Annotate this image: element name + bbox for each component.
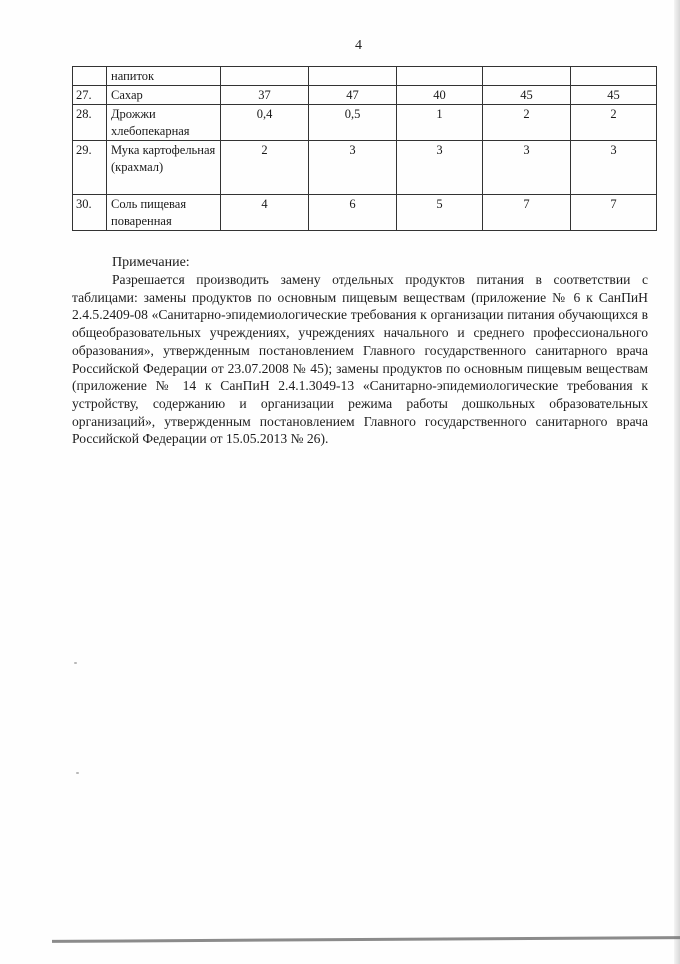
value-cell: 5 [397, 195, 483, 231]
value-cell: 40 [397, 86, 483, 105]
row-number: 29. [73, 141, 107, 195]
table-row [73, 67, 657, 86]
value-cell [483, 67, 571, 86]
value-cell: 3 [483, 141, 571, 195]
value-cell: 3 [397, 141, 483, 195]
value-cell: 6 [309, 195, 397, 231]
value-cell: 0,5 [309, 105, 397, 141]
value-cell [397, 67, 483, 86]
value-cell [571, 67, 657, 86]
note-title: Примечание: [112, 255, 190, 270]
row-number: 27. [73, 86, 107, 105]
value-cell: 45 [571, 86, 657, 105]
value-cell: 37 [221, 86, 309, 105]
value-cell: 4 [221, 195, 309, 231]
value-cell: 45 [483, 86, 571, 105]
value-cell: 0,4 [221, 105, 309, 141]
value-cell: 7 [483, 195, 571, 231]
product-name: напиток [107, 67, 221, 86]
product-name: Мука картофельная (крахмал) [107, 141, 221, 195]
page-number: 4 [355, 38, 362, 53]
row-number: 28. [73, 105, 107, 141]
product-name: Сахар [107, 86, 221, 105]
value-cell: 1 [397, 105, 483, 141]
value-cell: 47 [309, 86, 397, 105]
value-cell: 2 [483, 105, 571, 141]
value-cell [309, 67, 397, 86]
scan-bottom-line [52, 936, 680, 943]
row-number [73, 67, 107, 86]
value-cell: 7 [571, 195, 657, 231]
table-row [73, 141, 657, 195]
product-name: Дрожжи хлебопекарная [107, 105, 221, 141]
table-row [73, 195, 657, 231]
table-row [73, 86, 657, 105]
value-cell: 2 [571, 105, 657, 141]
products-table [72, 66, 657, 231]
table-row [73, 105, 657, 141]
scan-speck [76, 772, 79, 774]
scan-speck [74, 662, 77, 664]
page-edge-shadow [674, 0, 680, 964]
value-cell: 3 [571, 141, 657, 195]
note-paragraph: Разрешается производить замену отдельных продуктов питания в соответствии с таблицами: замены продуктов по основным пищевым веществам (приложение № 6 к СанПиН 2.4.5.2409-08 «Санитарно-эпидемиологические требования к организации питания обучающихся в общеобразовательных учреждениях, учреждениях начального и среднего профессионального образования», утвержденным постановлением Главного государственного санитарного врача Российской Федерации от 23.07.2008 № 45); замены продуктов по основным пищевым веществам (приложение № 14 к СанПиН 2.4.1.3049-13 «Санитарно-эпидемиологические требования к устройству, содержанию и организации режима работы дошкольных образовательных организаций», утвержденным постановлением Главного государственного санитарного врача Российской Федерации от 15.05.2013 № 26). [72, 272, 648, 447]
value-cell [221, 67, 309, 86]
row-number: 30. [73, 195, 107, 231]
product-name: Соль пищевая поваренная [107, 195, 221, 231]
value-cell: 3 [309, 141, 397, 195]
value-cell: 2 [221, 141, 309, 195]
